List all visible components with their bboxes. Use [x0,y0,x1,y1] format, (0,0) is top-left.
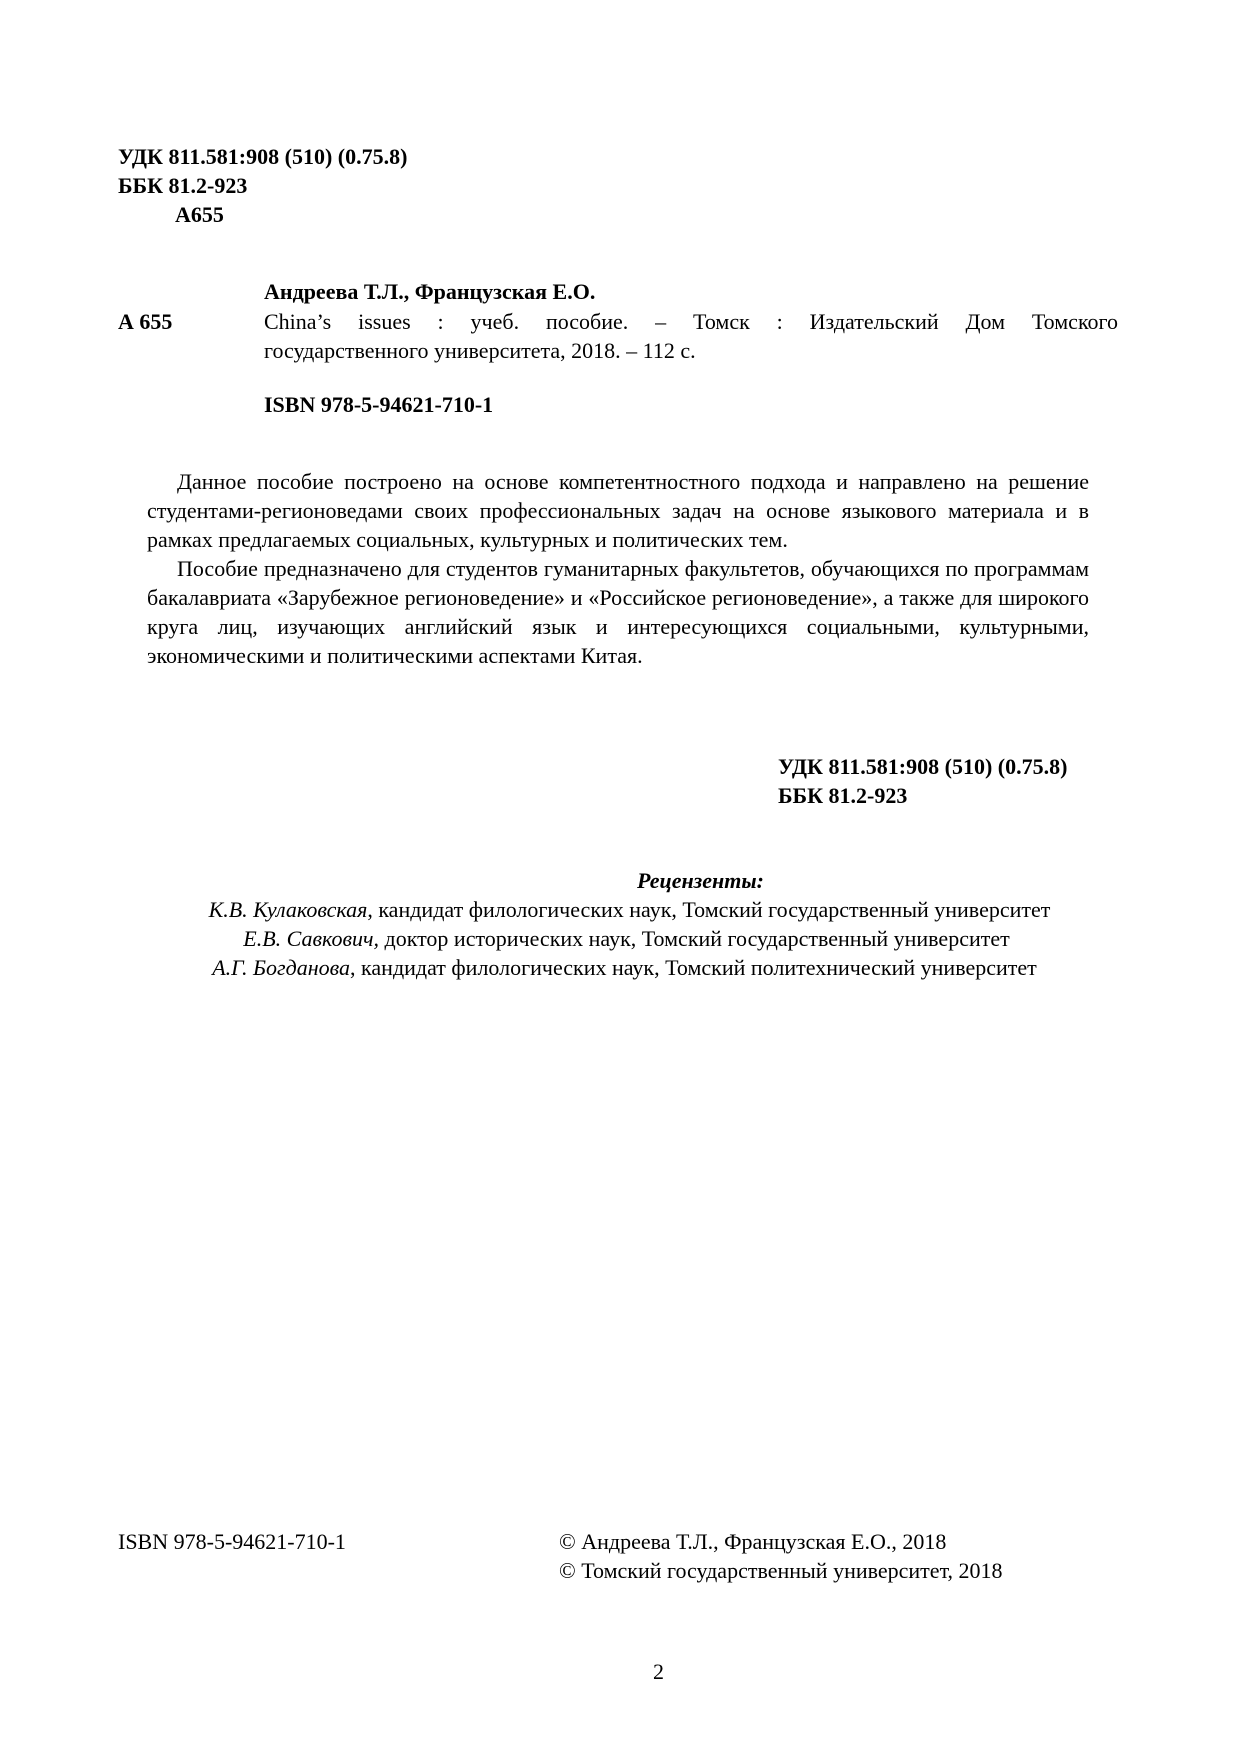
reviewer-name: К.В. Кулаковская [208,897,368,922]
catalog-mark: А 655 [118,309,173,334]
reviewers-block [0,866,1241,982]
header-codes [118,142,407,229]
udk-code: УДК 811.581:908 (510) (0.75.8) [118,144,408,169]
abstract [147,467,1089,670]
reviewer-description: , кандидат филологических наук, Томский государственный университет [367,897,1051,922]
bibliographic-description [264,307,1118,365]
catalog-isbn: ISBN 978-5-94621-710-1 [264,392,494,417]
footer-isbn: ISBN 978-5-94621-710-1 [118,1529,346,1554]
copyright-authors: © Андреева Т.Л., Французская Е.О., 2018 [559,1529,947,1554]
copyright-block [559,1527,1003,1585]
author-mark: А655 [175,202,224,227]
footer-codes [778,752,1067,810]
reviewer-2 [12,924,1241,953]
reviewer-name: Е.В. Савкович, [243,926,379,951]
footer-udk-code: УДК 811.581:908 (510) (0.75.8) [778,754,1068,779]
abstract-paragraph-2: Пособие предназначено для студентов гуманитарных факультетов, обучающихся по программам бакалавриата «Зарубежное регионоведение» и «Российское регионоведение», а также для широкого круга лиц, изучающих английский язык и интересующихся социальными, культурными, экономическими и политическими аспектами Китая. [147,556,1089,668]
reviewer-name: А.Г. Богданова [212,955,351,980]
footer-bbk-code: ББК 81.2-923 [778,783,908,808]
reviewers-heading: Рецензенты: [637,868,764,893]
reviewer-description: доктор исторических наук, Томский государственный университет [379,926,1010,951]
abstract-paragraph-1: Данное пособие построено на основе компетентностного подхода и направлено на решение студентами-регионоведами своих профессиональных задач на основе языкового материала и в рамках предлагаемых социальных, культурных и политических тем. [147,469,1089,552]
page-number: 2 [653,1659,664,1684]
bibliographic-line-1: China’s issues : учеб. пособие. – Томск : Издательский Дом Томского [264,309,1118,334]
bibliographic-line-2: государственного университета, 2018. – 112 с. [264,338,696,363]
reviewer-description: , кандидат филологических наук, Томский политехнический университет [350,955,1037,980]
bbk-code: ББК 81.2-923 [118,173,248,198]
catalog-authors: Андреева Т.Л., Французская Е.О. [264,279,596,304]
reviewer-1 [18,895,1241,924]
reviewer-3 [8,953,1241,982]
copyright-university: © Томский государственный университет, 2018 [559,1558,1003,1583]
